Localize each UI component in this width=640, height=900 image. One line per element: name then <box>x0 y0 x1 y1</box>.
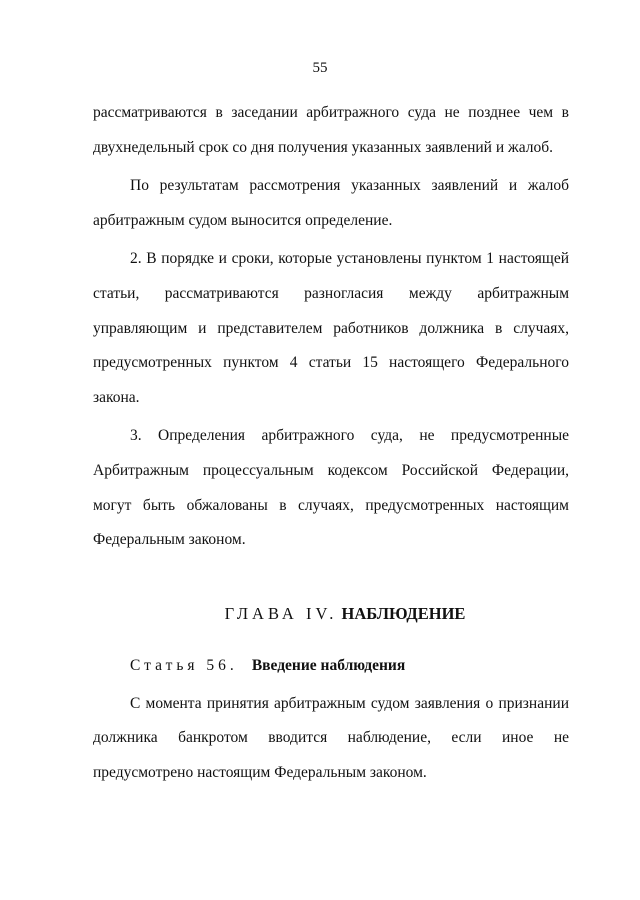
article-number: Статья 56. <box>130 656 238 674</box>
article-title: Введение наблюдения <box>251 656 406 674</box>
chapter-title: НАБЛЮДЕНИЕ <box>341 603 466 623</box>
paragraph-review-result: По результатам рассмотрения указанных заявлений и жалоб арбитражным судом выносится определение. <box>93 177 569 229</box>
paragraph-item-3: 3. Определения арбитражного суда, не предусмотренные Арбитражным процессуальным кодексом Российской Федерации, могут быть обжалованы в случаях, предусмотренных настоящим Федеральным законом. <box>93 427 569 549</box>
paragraph-article-56: С момента принятия арбитражным судом заявления о признании должника банкротом вводится наблюдение, если иное не предусмотрено настоящим Федеральным законом. <box>93 694 569 781</box>
article-heading <box>130 649 569 683</box>
page-number: 55 <box>312 60 328 76</box>
document-body <box>93 96 569 791</box>
paragraph-item-2: 2. В порядке и сроки, которые установлены пунктом 1 настоящей статьи, рассматриваются разногласия между арбитражным управляющим и представителем работников должника в случаях, предусмотренных пунктом 4 статьи 15 настоящего Федерального закона. <box>93 250 569 406</box>
chapter-heading <box>93 597 569 631</box>
chapter-number: ГЛАВА IV. <box>224 603 338 623</box>
paragraph-continuation: рассматриваются в заседании арбитражного суда не позднее чем в двухнедельный срок со дня получения указанных заявлений и жалоб. <box>93 104 569 156</box>
